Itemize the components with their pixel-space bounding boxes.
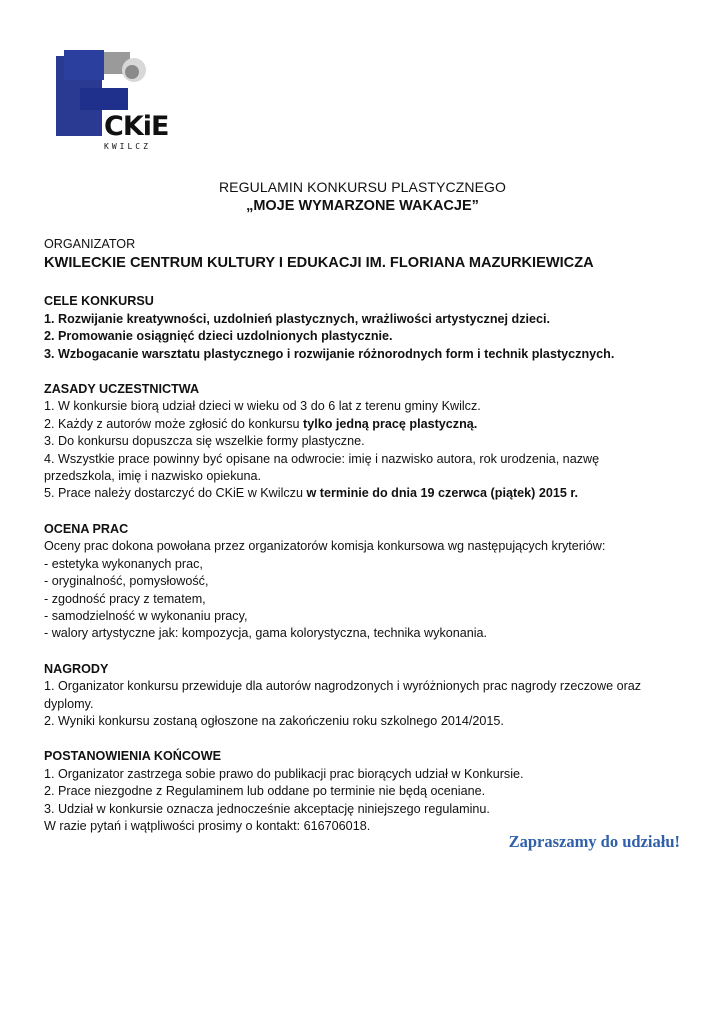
- organizer-label: ORGANIZATOR: [44, 237, 136, 251]
- goals-section: [44, 293, 684, 363]
- logo-subtext: KWILCZ: [104, 142, 151, 151]
- evaluation-heading: OCENA PRAC: [44, 521, 129, 536]
- criteria-item: - estetyka wykonanych prac,: [44, 556, 203, 571]
- rule-item: 1. W konkursie biorą udział dzieci w wieku od 3 do 6 lat z terenu gminy Kwilcz.: [44, 399, 481, 414]
- logo-text: CKiE: [104, 111, 169, 142]
- final-item: 3. Udział w konkursie oznacza jednocześnie akceptację niniejszego regulaminu.: [44, 801, 490, 816]
- contact-line: W razie pytań i wątpliwości prosimy o kontakt: 616706018.: [44, 818, 371, 833]
- evaluation-section: [44, 521, 684, 643]
- goal-item: 2. Promowanie osiągnięć dzieci uzdolnionych plastycznie.: [44, 329, 393, 344]
- criteria-item: - oryginalność, pomysłowość,: [44, 574, 209, 589]
- rule-item: [44, 416, 684, 433]
- award-item: 2. Wyniki konkursu zostaną ogłoszone na zakończeniu roku szkolnego 2014/2015.: [44, 713, 504, 728]
- final-item: 2. Prace niezgodne z Regulaminem lub oddane po terminie nie będą oceniane.: [44, 784, 486, 799]
- evaluation-intro: Oceny prac dokona powołana przez organizatorów komisja konkursowa wg następujących kryteriów:: [44, 539, 606, 554]
- criteria-item: - samodzielność w wykonaniu pracy,: [44, 608, 248, 623]
- rule-text: 5. Prace należy dostarczyć do CKiE w Kwilczu: [44, 486, 307, 501]
- invitation-text: Zapraszamy do udziału!: [508, 832, 680, 851]
- award-item: 1. Organizator konkursu przewiduje dla autorów nagrodzonych i wyróżnionych prac nagrody rzeczowe oraz dyplomy.: [44, 679, 642, 711]
- final-section: [44, 748, 684, 835]
- rules-section: [44, 381, 684, 503]
- logo-graphic: [54, 48, 174, 152]
- rule-deadline: w terminie do dnia 19 czerwca (piątek) 2015 r.: [306, 486, 579, 501]
- rule-text: 2. Każdy z autorów może zgłosić do konkursu: [44, 416, 303, 431]
- awards-section: [44, 661, 684, 731]
- rule-item: 3. Do konkursu dopuszcza się wszelkie formy plastyczne.: [44, 434, 365, 449]
- goal-item: 1. Rozwijanie kreatywności, uzdolnień plastycznych, wrażliwości artystycznej dzieci.: [44, 311, 551, 326]
- final-heading: POSTANOWIENIA KOŃCOWE: [44, 749, 222, 764]
- rule-item: 4. Wszystkie prace powinny być opisane na odwrocie: imię i nazwisko autora, rok urodzenia, nazwę przedszkola, imię i nazwisko opiekuna.: [44, 451, 600, 484]
- criteria-item: - zgodność pracy z tematem,: [44, 591, 206, 606]
- title-line1: REGULAMIN KONKURSU PLASTYCZNEGO: [218, 179, 507, 195]
- ckie-logo: [54, 48, 174, 152]
- awards-heading: NAGRODY: [44, 661, 109, 676]
- rule-item: [44, 485, 684, 502]
- title-line2: „MOJE WYMARZONE WAKACJE”: [246, 198, 479, 214]
- criteria-item: - walory artystyczne jak: kompozycja, gama kolorystyczna, technika wykonania.: [44, 626, 488, 641]
- goals-heading: CELE KONKURSU: [44, 294, 154, 309]
- rules-heading: ZASADY UCZESTNICTWA: [44, 382, 200, 397]
- rule-emphasis: tylko jedną pracę plastyczną.: [303, 416, 478, 431]
- final-item: 1. Organizator zastrzega sobie prawo do publikacji prac biorących udział w Konkursie.: [44, 766, 524, 781]
- goal-item: 3. Wzbogacanie warsztatu plastycznego i rozwijanie różnorodnych form i technik plastycznych.: [44, 346, 615, 361]
- organizer-name: KWILECKIE CENTRUM KULTURY I EDUKACJI IM. FLORIANA MAZURKIEWICZA: [44, 255, 594, 272]
- document-body: [44, 236, 684, 853]
- document-title: [0, 178, 725, 216]
